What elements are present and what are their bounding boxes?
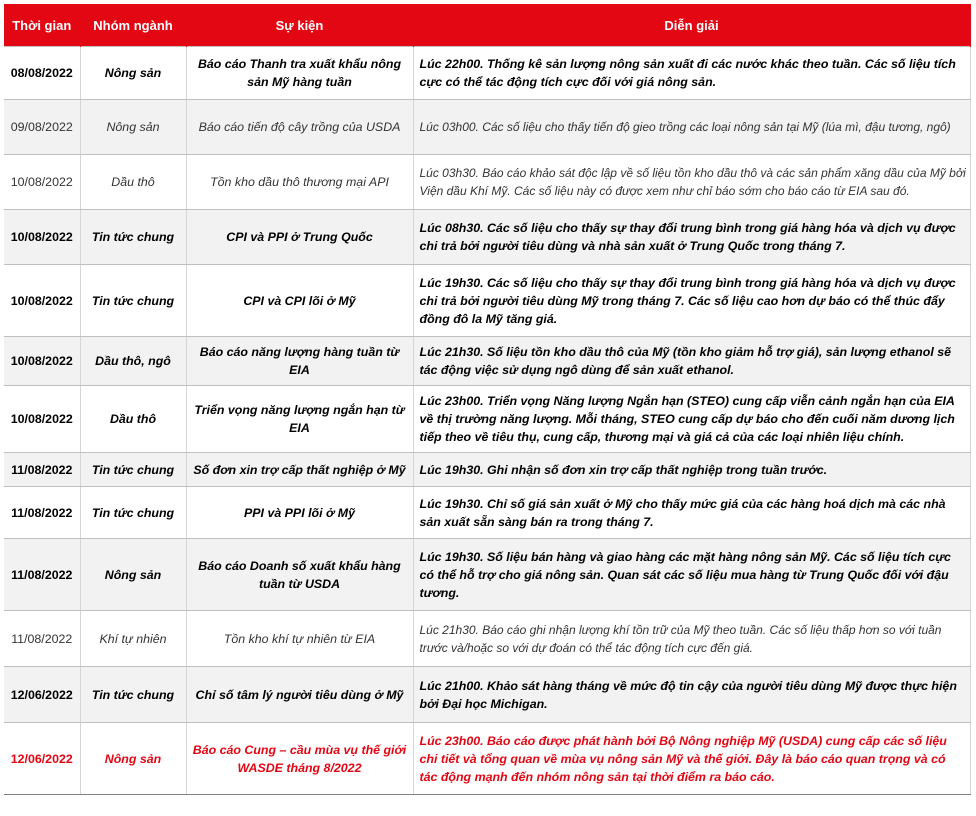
table-row [4, 386, 970, 453]
table-row [4, 100, 970, 155]
row-description: Lúc 19h30. Số liệu bán hàng và giao hàng các mặt hàng nông sản Mỹ. Các số liệu tích cực có thể hỗ trợ cho giá nông sản. Quan sát các số liệu mua hàng từ Trung Quốc đối với đậu tương. [413, 539, 970, 611]
table-row [4, 210, 970, 265]
row-date: 10/08/2022 [4, 337, 80, 386]
row-event: Tồn kho dầu thô thương mại API [186, 155, 413, 210]
row-date: 12/06/2022 [4, 667, 80, 723]
table-row [4, 539, 970, 611]
header-event: Sự kiện [186, 4, 413, 47]
row-sector: Tin tức chung [80, 210, 186, 265]
row-description: Lúc 21h30. Số liệu tồn kho dầu thô của Mỹ (tồn kho giảm hỗ trợ giá), sản lượng ethanol sẽ tác động việc sử dụng ngô dùng để sản xuất ethanol. [413, 337, 970, 386]
row-date: 12/06/2022 [4, 723, 80, 795]
row-date: 10/08/2022 [4, 386, 80, 453]
row-description: Lúc 22h00. Thống kê sản lượng nông sản xuất đi các nước khác theo tuần. Các số liệu tích cực có thể tác động tích cực đối với giá nông sản. [413, 47, 970, 100]
event-calendar [4, 4, 970, 795]
row-event: CPI và PPI ở Trung Quốc [186, 210, 413, 265]
row-description: Lúc 21h00. Khảo sát hàng tháng về mức độ tin cậy của người tiêu dùng Mỹ được thực hiện bởi Đại học Michigan. [413, 667, 970, 723]
row-date: 11/08/2022 [4, 453, 80, 487]
row-sector: Khí tự nhiên [80, 611, 186, 667]
row-sector: Dầu thô [80, 386, 186, 453]
row-event: Báo cáo năng lượng hàng tuần từ EIA [186, 337, 413, 386]
row-description: Lúc 19h30. Ghi nhận số đơn xin trợ cấp thất nghiệp trong tuần trước. [413, 453, 970, 487]
row-description: Lúc 19h30. Chỉ số giá sản xuất ở Mỹ cho thấy mức giá của các hàng hoá dịch mà các nhà sản xuất sẵn sàng bán ra trong tháng 7. [413, 487, 970, 539]
header-time: Thời gian [4, 4, 80, 47]
table-row-highlight [4, 723, 970, 795]
row-event: Báo cáo Thanh tra xuất khẩu nông sản Mỹ hàng tuần [186, 47, 413, 100]
row-event: Báo cáo tiến độ cây trồng của USDA [186, 100, 413, 155]
row-sector: Dầu thô, ngô [80, 337, 186, 386]
row-sector: Tin tức chung [80, 487, 186, 539]
row-date: 09/08/2022 [4, 100, 80, 155]
row-description: Lúc 08h30. Các số liệu cho thấy sự thay đổi trung bình trong giá hàng hóa và dịch vụ được chi trả bởi người tiêu dùng và nhà sản xuất ở Trung Quốc trong tháng 7. [413, 210, 970, 265]
row-event: Báo cáo Cung – cầu mùa vụ thế giới WASDE tháng 8/2022 [186, 723, 413, 795]
row-description: Lúc 03h00. Các số liệu cho thấy tiến độ gieo trồng các loại nông sản tại Mỹ (lúa mì, đậu tương, ngô) [413, 100, 970, 155]
row-sector: Nông sản [80, 723, 186, 795]
row-event: Số đơn xin trợ cấp thất nghiệp ở Mỹ [186, 453, 413, 487]
row-event: Chỉ số tâm lý người tiêu dùng ở Mỹ [186, 667, 413, 723]
row-date: 11/08/2022 [4, 611, 80, 667]
row-event: CPI và CPI lõi ở Mỹ [186, 265, 413, 337]
row-event: Báo cáo Doanh số xuất khẩu hàng tuần từ USDA [186, 539, 413, 611]
table-row [4, 47, 970, 100]
event-table [4, 4, 971, 795]
table-row [4, 453, 970, 487]
table-row [4, 611, 970, 667]
row-description: Lúc 19h30. Các số liệu cho thấy sự thay đổi trung bình trong giá hàng hóa và dịch vụ được chi trả bởi người tiêu dùng Mỹ trong tháng 7. Các số liệu cao hơn dự báo có thể thúc đẩy đồng đô la Mỹ tăng giá. [413, 265, 970, 337]
row-sector: Dầu thô [80, 155, 186, 210]
table-row [4, 265, 970, 337]
table-row [4, 487, 970, 539]
row-sector: Nông sản [80, 47, 186, 100]
row-description: Lúc 23h00. Triển vọng Năng lượng Ngắn hạn (STEO) cung cấp viễn cảnh ngắn hạn của EIA về thị trường năng lượng. Mỗi tháng, STEO cung cấp dự báo cho đến cuối năm dương lịch tiếp theo về tiêu thụ, cung cấp, thương mại và giá cả của các loại nhiên liệu chính. [413, 386, 970, 453]
table-row [4, 337, 970, 386]
row-event: PPI và PPI lõi ở Mỹ [186, 487, 413, 539]
row-date: 08/08/2022 [4, 47, 80, 100]
row-sector: Tin tức chung [80, 265, 186, 337]
row-date: 11/08/2022 [4, 539, 80, 611]
row-date: 10/08/2022 [4, 210, 80, 265]
table-header-row [4, 4, 970, 47]
table-row [4, 155, 970, 210]
row-sector: Nông sản [80, 539, 186, 611]
row-description: Lúc 03h30. Báo cáo khảo sát độc lập về số liệu tồn kho dầu thô và các sản phẩm xăng dầu của Mỹ bởi Viện dầu Khí Mỹ. Các số liệu này có được xem như chỉ báo sớm cho báo cáo từ EIA sau đó. [413, 155, 970, 210]
row-date: 10/08/2022 [4, 265, 80, 337]
header-sector: Nhóm ngành [80, 4, 186, 47]
row-description: Lúc 23h00. Báo cáo được phát hành bởi Bộ Nông nghiệp Mỹ (USDA) cung cấp các số liệu chi tiết và tổng quan về mùa vụ nông sản Mỹ và thế giới. Đây là báo cáo quan trọng và có tác động mạnh đến nhóm nông sản tại thời điểm ra báo cáo. [413, 723, 970, 795]
row-description: Lúc 21h30. Báo cáo ghi nhận lượng khí tồn trữ của Mỹ theo tuần. Các số liệu thấp hơn so với tuần trước và/hoặc so với dự đoán có thể tác động tích cực đến giá. [413, 611, 970, 667]
row-sector: Nông sản [80, 100, 186, 155]
header-description: Diễn giải [413, 4, 970, 47]
row-date: 11/08/2022 [4, 487, 80, 539]
row-sector: Tin tức chung [80, 453, 186, 487]
table-row [4, 667, 970, 723]
row-event: Tồn kho khí tự nhiên từ EIA [186, 611, 413, 667]
row-event: Triển vọng năng lượng ngắn hạn từ EIA [186, 386, 413, 453]
row-sector: Tin tức chung [80, 667, 186, 723]
row-date: 10/08/2022 [4, 155, 80, 210]
